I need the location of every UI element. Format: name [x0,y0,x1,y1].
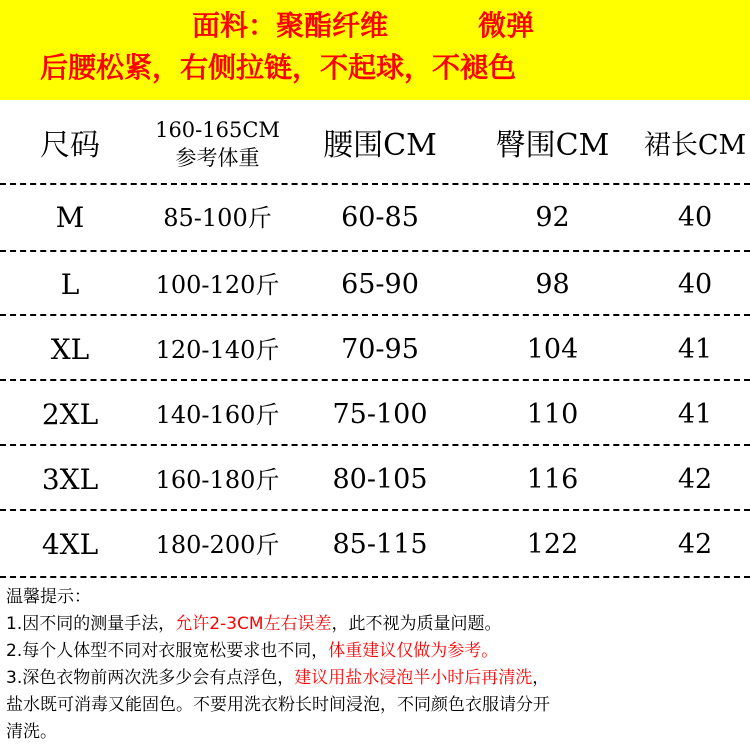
waist-cell: 75-100 [332,399,428,430]
care-notes [6,584,746,746]
note-2-highlight: 体重建议仅做为参考。 [328,641,499,661]
weight-cell: 100-120斤 [155,271,280,299]
table-row [0,186,750,250]
table-divider [0,509,750,511]
hip-cell: 92 [535,202,570,233]
table-row [0,318,750,382]
top-banner [0,0,750,100]
table-row [0,448,750,512]
waist-cell: 70-95 [341,334,419,365]
waist-cell: 85-115 [332,529,428,560]
stretch-text: 微弹 [478,9,535,42]
fabric-text: 面料：聚酯纤维 [192,9,389,42]
waist-cell: 65-90 [341,269,419,300]
note-3 [6,665,746,692]
length-cell: 42 [677,529,713,560]
size-cell: XL [50,333,90,366]
hip-cell: 122 [526,529,579,560]
hip-cell: 116 [526,464,579,495]
length-cell: 41 [677,334,713,365]
header-waist: 腰围CM [323,128,437,163]
weight-cell: 140-160斤 [155,401,280,429]
note-3-text-a: 3.深色衣物前两次洗多少会有点浮色， [6,668,295,688]
weight-cell: 120-140斤 [155,336,280,364]
table-row [0,383,750,447]
note-3-end: 清洗。 [6,722,57,742]
weight-cell: 180-200斤 [155,531,280,559]
table-row [0,253,750,317]
hip-cell: 98 [535,269,570,300]
size-cell: M [55,201,85,234]
header-weight-line2: 参考体重 [175,146,260,170]
hip-cell: 104 [526,334,579,365]
note-2 [6,638,746,665]
table-divider [0,576,750,578]
header-size: 尺码 [40,128,100,163]
table-row [0,513,750,577]
waist-cell: 60-85 [341,202,419,233]
size-table-header [0,110,750,182]
header-hip: 臀围CM [495,128,610,163]
table-divider [0,314,750,316]
length-cell: 42 [677,464,713,495]
table-divider [0,444,750,446]
weight-cell: 85-100斤 [163,204,272,232]
notes-title: 温馨提示： [6,587,91,607]
table-divider [0,379,750,381]
weight-cell: 160-180斤 [155,466,280,494]
size-cell: 2XL [41,398,99,431]
table-divider [0,250,750,252]
header-length: 裙长CM [643,130,747,161]
size-cell: L [60,268,80,301]
note-1-text-a: 1.因不同的测量手法， [6,614,176,634]
note-3-highlight: 建议用盐水浸泡半小时后再清洗 [294,668,533,688]
note-2-text-a: 2.每个人体型不同对衣服宽松要求也不同， [6,641,329,661]
banner-line-2: 后腰松紧，右侧拉链，不起球，不褪色 [40,51,517,84]
hip-cell: 110 [526,399,579,430]
length-cell: 40 [677,202,713,233]
note-1 [6,611,746,638]
size-cell: 4XL [41,528,99,561]
length-cell: 40 [677,269,713,300]
note-3-continued: 盐水既可消毒又能固色。不要用洗衣粉长时间浸泡，不同颜色衣服请分开 [6,695,550,715]
table-divider [0,183,750,185]
header-weight [140,116,295,176]
waist-cell: 80-105 [332,464,428,495]
size-cell: 3XL [41,463,99,496]
length-cell: 41 [677,399,713,430]
note-1-highlight: 允许2-3CM左右误差 [175,614,332,634]
note-3-text-b: ， [532,668,550,688]
banner-line-1 [0,6,750,46]
header-weight-line1: 160-165CM [155,118,280,142]
note-1-text-b: ，此不视为质量问题。 [331,614,502,634]
